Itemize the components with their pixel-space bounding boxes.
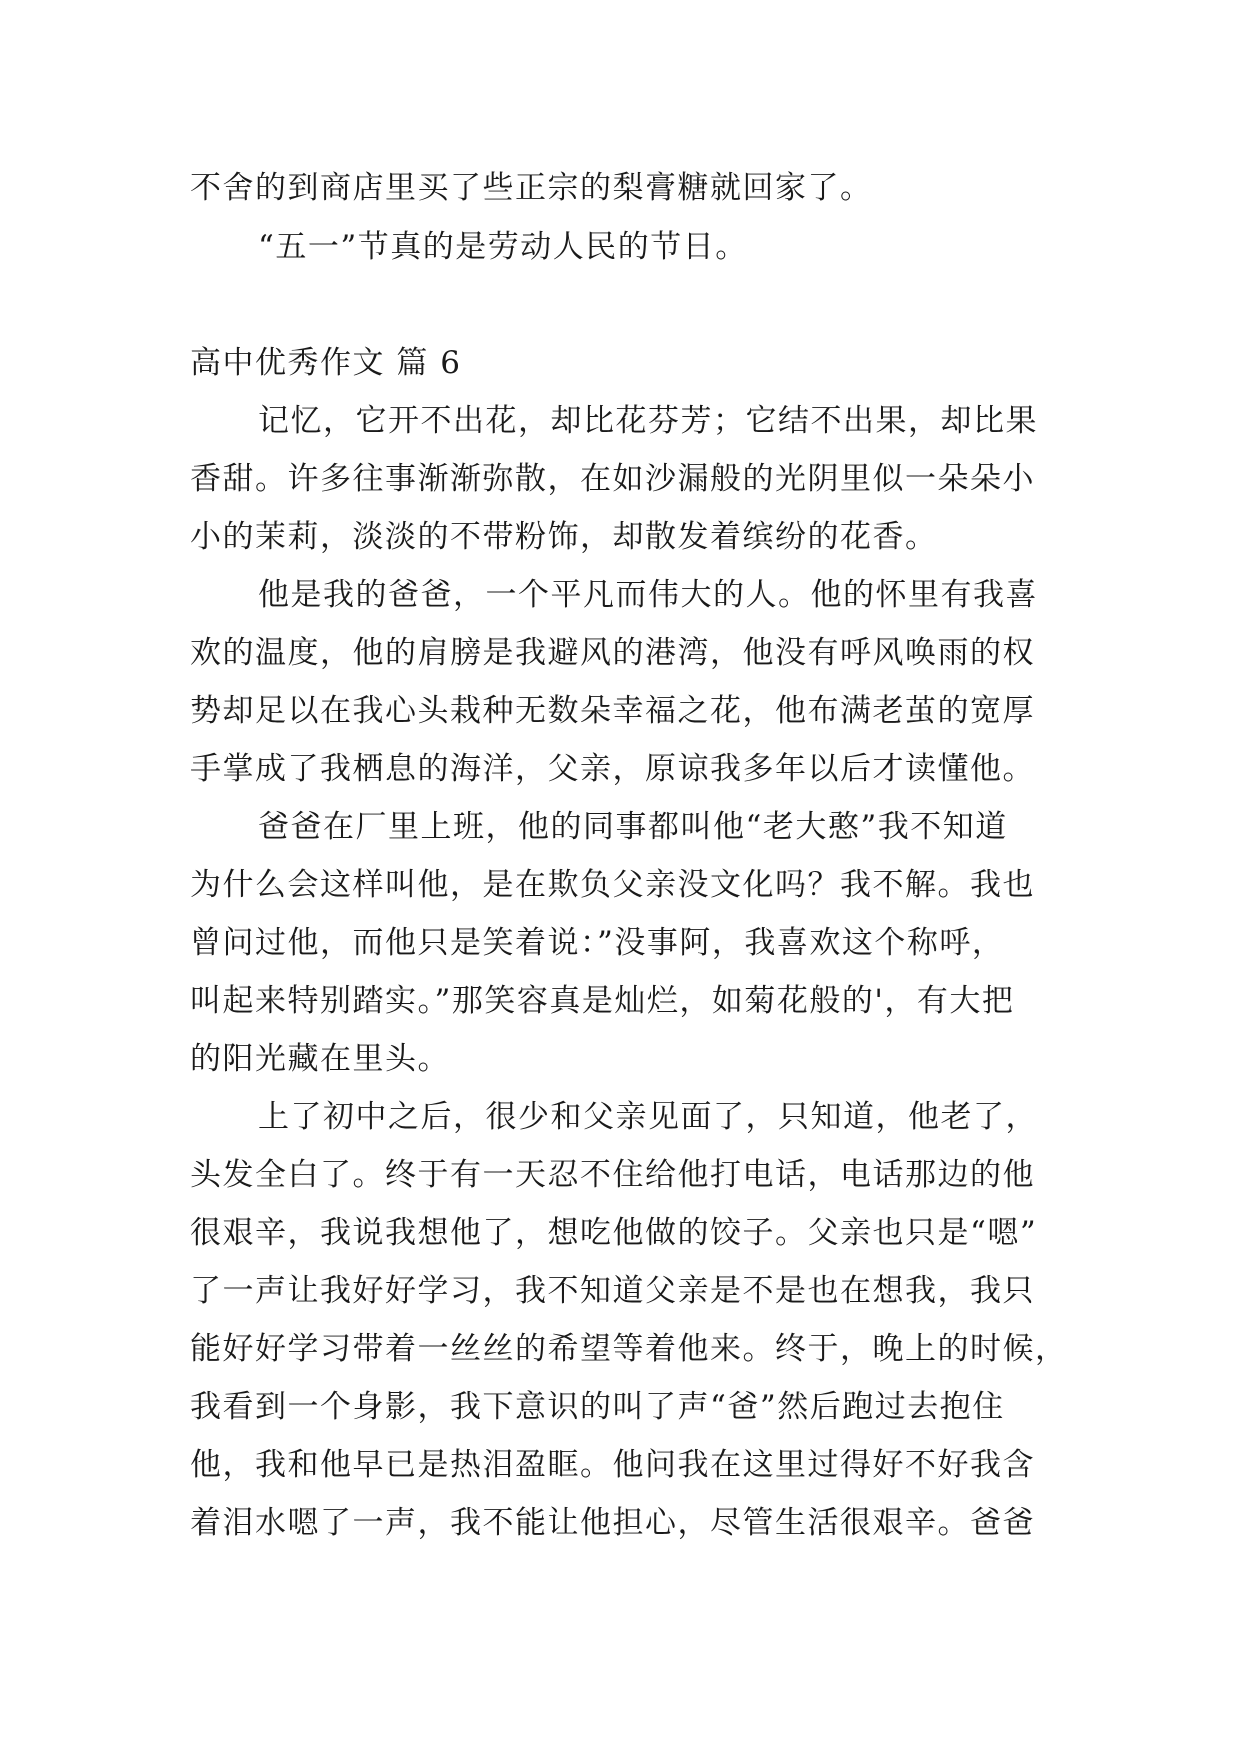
paragraph-line: 香甜。许多往事渐渐弥散，在如沙漏般的光阴里似一朵朵小 bbox=[190, 461, 1035, 497]
paragraph-line: 曾问过他，而他只是笑着说：”没事阿，我喜欢这个称呼， bbox=[190, 925, 1005, 961]
paragraph-line: 着泪水嗯了一声，我不能让他担心，尽管生活很艰辛。爸爸 bbox=[190, 1505, 1035, 1541]
section-heading: 高中优秀作文 篇 6 bbox=[190, 345, 462, 381]
paragraph-line: 他，我和他早已是热泪盈眶。他问我在这里过得好不好我含 bbox=[190, 1447, 1035, 1483]
paragraph-line: 能好好学习带着一丝丝的希望等着他来。终于，晚上的时候， bbox=[190, 1331, 1068, 1367]
paragraph-line: 欢的温度，他的肩膀是我避风的港湾，他没有呼风唤雨的权 bbox=[190, 635, 1035, 671]
paragraph-line: 小的茉莉，淡淡的不带粉饰，却散发着缤纷的花香。 bbox=[190, 519, 938, 555]
paragraph-line: 爸爸在厂里上班，他的同事都叫他“老大憨”我不知道 bbox=[258, 809, 1008, 845]
paragraph-line: 很艰辛，我说我想他了，想吃他做的饺子。父亲也只是“嗯” bbox=[190, 1215, 1038, 1251]
paragraph-line: 为什么会这样叫他，是在欺负父亲没文化吗？我不解。我也 bbox=[190, 867, 1035, 903]
paragraph-line: 他是我的爸爸，一个平凡而伟大的人。他的怀里有我喜 bbox=[258, 577, 1038, 613]
paragraph-line: “五一”节真的是劳动人民的节日。 bbox=[258, 229, 748, 265]
paragraph-line: 了一声让我好好学习，我不知道父亲是不是也在想我，我只 bbox=[190, 1273, 1035, 1309]
paragraph-line: 手掌成了我栖息的海洋，父亲，原谅我多年以后才读懂他。 bbox=[190, 751, 1035, 787]
paragraph-line: 的阳光藏在里头。 bbox=[190, 1041, 450, 1077]
paragraph-line: 势却足以在我心头栽种无数朵幸福之花，他布满老茧的宽厚 bbox=[190, 693, 1035, 729]
paragraph-line: 头发全白了。终于有一天忍不住给他打电话，电话那边的他 bbox=[190, 1157, 1035, 1193]
paragraph-line: 上了初中之后，很少和父亲见面了，只知道，他老了， bbox=[258, 1099, 1038, 1135]
paragraph-line: 不舍的到商店里买了些正宗的梨膏糖就回家了。 bbox=[190, 170, 873, 206]
paragraph-line: 记忆，它开不出花，却比花芬芳；它结不出果，却比果 bbox=[258, 403, 1038, 439]
paragraph-line: 我看到一个身影，我下意识的叫了声“爸”然后跑过去抱住 bbox=[190, 1389, 1005, 1425]
paragraph-line: 叫起来特别踏实。”那笑容真是灿烂，如菊花般的'，有大把 bbox=[190, 983, 1015, 1019]
